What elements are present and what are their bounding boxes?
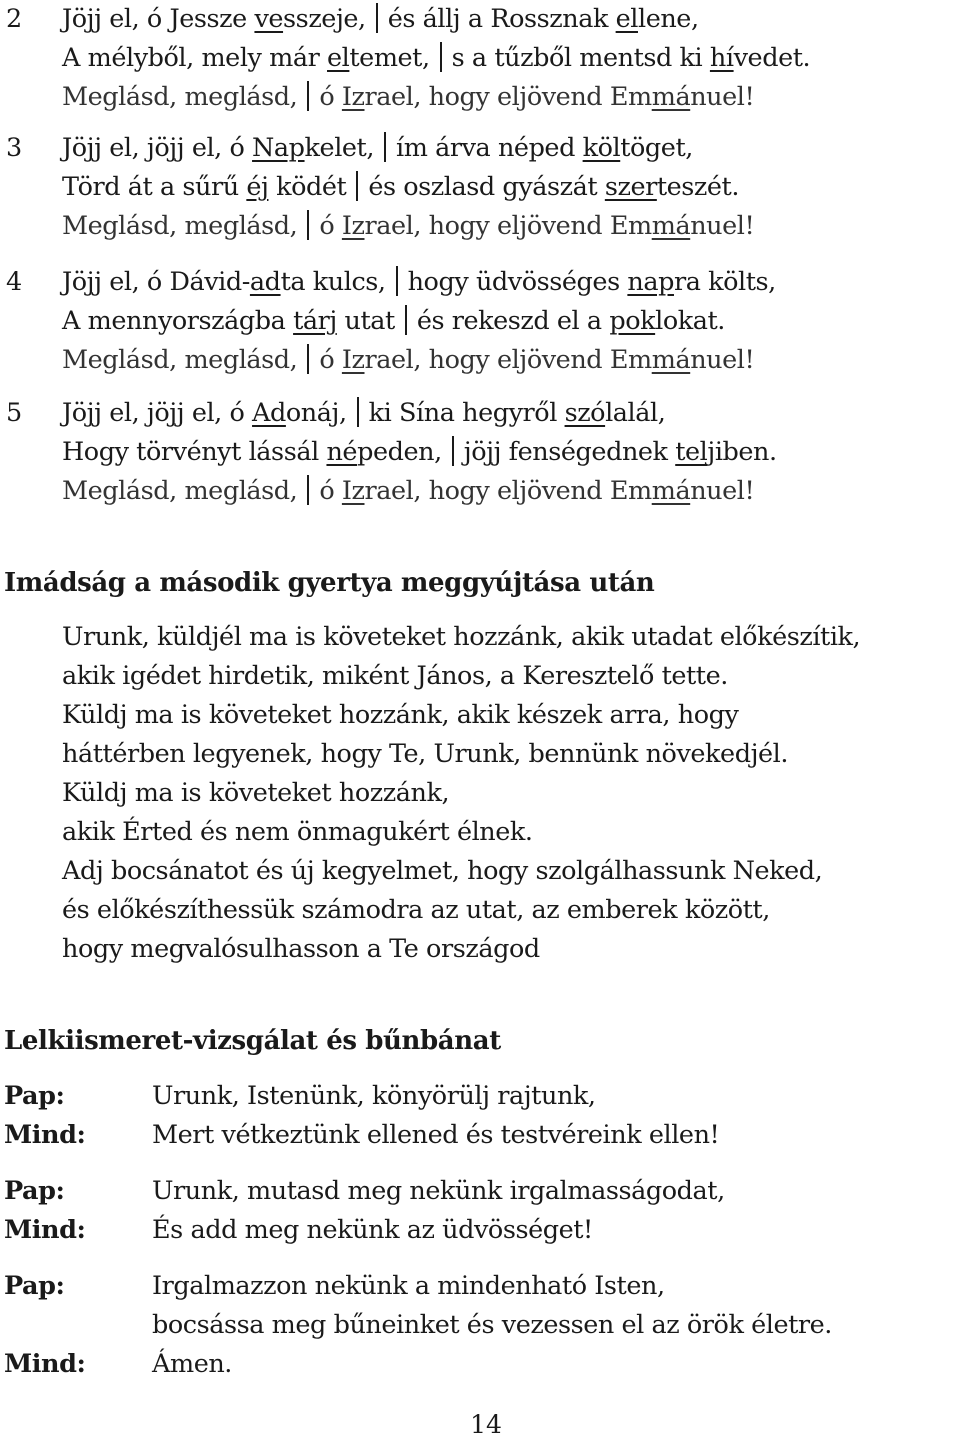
verse-segment: ó xyxy=(319,211,342,241)
response-text: Mert vétkeztünk ellened és testvéreink ellen! xyxy=(152,1120,720,1150)
caesura-bar xyxy=(307,210,309,240)
verse-segment: és oszlasd gyászát xyxy=(368,172,605,202)
confession-responses xyxy=(0,1077,960,1384)
accented-syllable: má xyxy=(651,345,691,375)
accented-syllable: Iz xyxy=(341,476,365,506)
accented-syllable: tel xyxy=(675,437,708,467)
stanza-number: 2 xyxy=(6,4,22,34)
accented-syllable: Iz xyxy=(341,345,365,375)
verse-segment: Hogy törvényt lássál xyxy=(62,437,327,467)
accented-syllable: má xyxy=(651,476,691,506)
verse-text xyxy=(62,433,777,472)
verse-text xyxy=(62,263,776,302)
response-text: bocsássa meg bűneinket és vezessen el az örök életre. xyxy=(152,1310,832,1340)
verse-segment: rael, hogy eljövend Em xyxy=(364,476,652,506)
caesura-bar xyxy=(357,397,359,427)
verse-segment: ra költs, xyxy=(673,267,776,297)
speaker-label: Pap: xyxy=(4,1176,65,1206)
verse-segment: utat xyxy=(336,306,395,336)
verse-segment: lokat. xyxy=(655,306,725,336)
speaker-label: Mind: xyxy=(4,1349,86,1379)
prayer-line: háttérben legyenek, hogy Te, Urunk, bennünk növekedjél. xyxy=(62,739,789,769)
verse-text xyxy=(62,0,699,39)
page-number: 14 xyxy=(470,1410,502,1439)
verse-segment: nuel! xyxy=(690,345,755,375)
accented-syllable: Nap xyxy=(252,133,305,163)
response-line xyxy=(0,1211,960,1250)
accented-syllable: má xyxy=(651,211,691,241)
refrain-line xyxy=(0,207,960,246)
verse-segment: rael, hogy eljövend Em xyxy=(364,211,652,241)
verse-line xyxy=(0,129,960,168)
caesura-bar xyxy=(307,344,309,374)
response-text: Ámen. xyxy=(152,1349,232,1379)
verse-segment: ó xyxy=(319,345,342,375)
verse-segment: ó xyxy=(319,476,342,506)
verse-segment: jiben. xyxy=(707,437,777,467)
stanza-5 xyxy=(0,394,960,511)
verse-segment: lalál, xyxy=(605,398,666,428)
verse-segment: Törd át a sűrű xyxy=(62,172,247,202)
confession-heading: Lelkiismeret-vizsgálat és bűnbánat xyxy=(4,1026,501,1056)
caesura-bar xyxy=(356,171,358,201)
accented-syllable: Iz xyxy=(341,82,365,112)
stanza-3 xyxy=(0,129,960,246)
verse-segment: teszét. xyxy=(656,172,739,202)
accented-syllable: szó xyxy=(564,398,606,428)
stanza-number: 5 xyxy=(6,398,22,428)
prayer-line: Urunk, küldjél ma is követeket hozzánk, akik utadat előkészítik, xyxy=(62,622,861,652)
response-line xyxy=(0,1345,960,1384)
verse-segment: s a tűzből mentsd ki xyxy=(451,43,710,73)
verse-text xyxy=(62,394,665,433)
accented-syllable: nap xyxy=(627,267,674,297)
prayer-line: akik Érted és nem önmagukért élnek. xyxy=(62,817,533,847)
stanza-2 xyxy=(0,0,960,117)
verse-segment: nuel! xyxy=(690,82,755,112)
stanza-number: 4 xyxy=(6,267,22,297)
response-line xyxy=(0,1116,960,1155)
verse-text xyxy=(62,78,754,117)
accented-syllable: hí xyxy=(709,43,734,73)
verse-segment: Jöjj el, ó Jessze xyxy=(62,4,255,34)
accented-syllable: köl xyxy=(582,133,621,163)
prayer-heading: Imádság a második gyertya meggyújtása után xyxy=(4,568,655,598)
verse-segment: ím árva néped xyxy=(396,133,583,163)
prayer-line: Adj bocsánatot és új kegyelmet, hogy szolgálhassunk Neked, xyxy=(62,856,823,886)
verse-segment: ködét xyxy=(268,172,347,202)
response-group xyxy=(0,1267,960,1384)
verse-line xyxy=(0,39,960,78)
accented-syllable: Iz xyxy=(341,211,365,241)
verse-segment: peden, xyxy=(357,437,442,467)
verse-segment: és állj a Rossznak xyxy=(387,4,616,34)
accented-syllable: szer xyxy=(604,172,657,202)
accented-syllable: el xyxy=(615,4,638,34)
accented-syllable: ad xyxy=(249,267,281,297)
accented-syllable: el xyxy=(327,43,350,73)
verse-line xyxy=(0,0,960,39)
response-line xyxy=(0,1172,960,1211)
response-line xyxy=(0,1306,960,1345)
refrain-line xyxy=(0,78,960,117)
verse-segment: és rekeszd el a xyxy=(416,306,610,336)
verse-segment: Jöjj el, ó Dávid- xyxy=(62,267,250,297)
verse-line xyxy=(0,433,960,472)
speaker-label: Mind: xyxy=(4,1215,86,1245)
verse-segment: vedet. xyxy=(733,43,811,73)
speaker-label: Mind: xyxy=(4,1120,86,1150)
prayer-line: és előkészíthessük számodra az utat, az emberek között, xyxy=(62,895,770,925)
verse-line xyxy=(0,394,960,433)
verse-segment: Meglásd, meglásd, xyxy=(62,82,298,112)
caesura-bar xyxy=(307,81,309,111)
verse-segment: hogy üdvösséges xyxy=(407,267,628,297)
speaker-label: Pap: xyxy=(4,1271,65,1301)
verse-segment: nuel! xyxy=(690,476,755,506)
verse-segment: A mélyből, mely már xyxy=(62,43,328,73)
accented-syllable: má xyxy=(651,82,691,112)
verse-text xyxy=(62,168,739,207)
refrain-line xyxy=(0,472,960,511)
verse-segment: jöjj fenségednek xyxy=(463,437,676,467)
verse-segment: ta kulcs, xyxy=(280,267,386,297)
caesura-bar xyxy=(405,305,407,335)
refrain-line xyxy=(0,341,960,380)
verse-segment: ki Sína hegyről xyxy=(368,398,565,428)
accented-syllable: tárj xyxy=(293,306,337,336)
verse-line xyxy=(0,302,960,341)
verse-line xyxy=(0,263,960,302)
response-text: Irgalmazzon nekünk a mindenható Isten, xyxy=(152,1271,665,1301)
verse-text xyxy=(62,39,810,78)
verse-line xyxy=(0,168,960,207)
response-text: Urunk, mutasd meg nekünk irgalmasságodat, xyxy=(152,1176,725,1206)
verse-segment: sszeje, xyxy=(283,4,366,34)
verse-segment: Jöjj el, jöjj el, ó xyxy=(62,133,253,163)
verse-segment: onáj, xyxy=(285,398,347,428)
verse-segment: rael, hogy eljövend Em xyxy=(364,345,652,375)
verse-segment: ó xyxy=(319,82,342,112)
verse-segment: lene, xyxy=(637,4,699,34)
caesura-bar xyxy=(452,436,454,466)
prayer-line: Küldj ma is követeket hozzánk, xyxy=(62,778,450,808)
response-line xyxy=(0,1077,960,1116)
accented-syllable: ve xyxy=(254,4,284,34)
verse-segment: temet, xyxy=(349,43,430,73)
accented-syllable: Ad xyxy=(252,398,286,428)
stanza-4 xyxy=(0,263,960,380)
caesura-bar xyxy=(440,42,442,72)
prayer-line: hogy megvalósulhasson a Te országod xyxy=(62,934,540,964)
response-group xyxy=(0,1077,960,1155)
prayer-line: akik igédet hirdetik, miként János, a Keresztelő tette. xyxy=(62,661,728,691)
verse-text xyxy=(62,207,754,246)
verse-segment: Jöjj el, jöjj el, ó xyxy=(62,398,253,428)
response-text: És add meg nekünk az üdvösséget! xyxy=(152,1215,593,1245)
accented-syllable: né xyxy=(326,437,358,467)
prayer-line: Küldj ma is követeket hozzánk, akik készek arra, hogy xyxy=(62,700,739,730)
caesura-bar xyxy=(396,266,398,296)
verse-text xyxy=(62,129,693,168)
verse-segment: Meglásd, meglásd, xyxy=(62,211,298,241)
verse-segment: töget, xyxy=(620,133,693,163)
verse-segment: Meglásd, meglásd, xyxy=(62,345,298,375)
response-text: Urunk, Istenünk, könyörülj rajtunk, xyxy=(152,1081,596,1111)
verse-segment: rael, hogy eljövend Em xyxy=(364,82,652,112)
response-line xyxy=(0,1267,960,1306)
verse-segment: A mennyországba xyxy=(62,306,294,336)
speaker-label: Pap: xyxy=(4,1081,65,1111)
prayer-text xyxy=(62,618,952,969)
caesura-bar xyxy=(384,132,386,162)
verse-segment: nuel! xyxy=(690,211,755,241)
verse-text xyxy=(62,472,754,511)
caesura-bar xyxy=(307,475,309,505)
caesura-bar xyxy=(376,3,378,33)
verse-segment: Meglásd, meglásd, xyxy=(62,476,298,506)
accented-syllable: éj xyxy=(246,172,269,202)
stanza-number: 3 xyxy=(6,133,22,163)
accented-syllable: pok xyxy=(609,306,656,336)
verse-segment: kelet, xyxy=(304,133,374,163)
verse-text xyxy=(62,302,725,341)
verse-text xyxy=(62,341,754,380)
response-group xyxy=(0,1172,960,1250)
